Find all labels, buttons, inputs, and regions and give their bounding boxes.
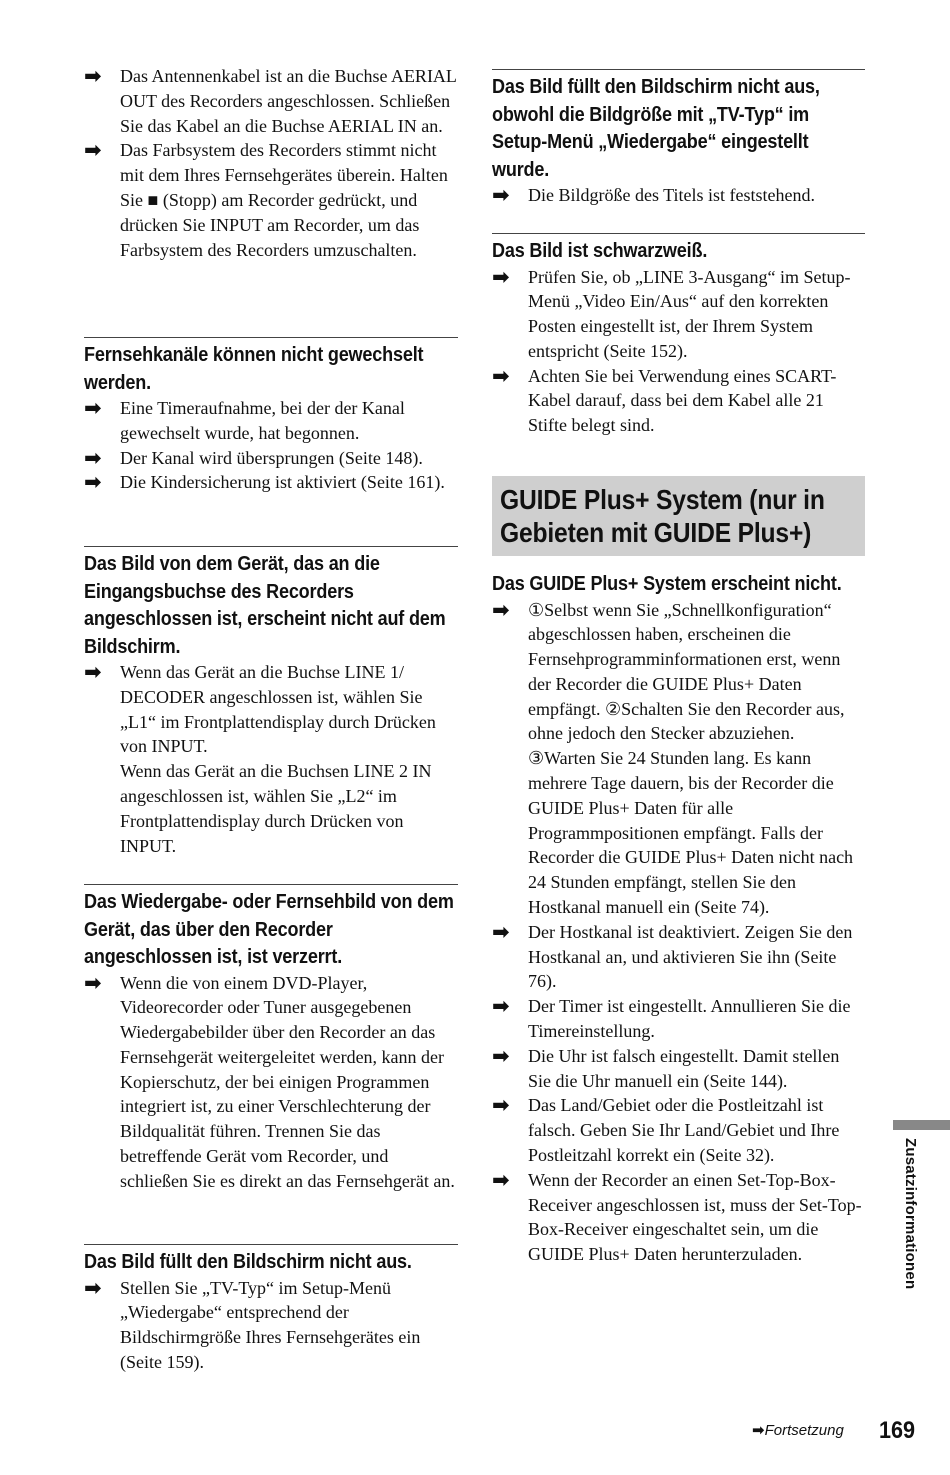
page-number: 169 — [879, 1417, 916, 1444]
arrow-icon: ➡ — [492, 919, 510, 944]
list-item: ➡ Das Farbsystem des Recorders stimmt nicht mit dem Ihres Fernsehgerätes überein. Halten Sie ■ (Stopp) am Recorder gedrückt, und drücken Sie INPUT am Recorder, um das Farbsystem des Recorders umzuschalten. — [84, 138, 448, 260]
list-item: ➡ Wenn die von einem DVD-Player, Videorecorder oder Tuner ausgegebenen Wiedergabebilder über den Recorder an das Fernsehgerät weitergeleitet werden, kann der Kopierschutz, der bei einigen Programmen integriert ist, zu einer Verschlechterung der Bildqualität führen. Trennen Sie das betreffende Gerät vom Recorder, und schließen Sie es direkt an das Fernsehgerät an. — [84, 970, 455, 1191]
list-item: ➡ Der Kanal wird übersprungen (Seite 148). — [84, 445, 423, 470]
list-item: ➡ Wenn das Gerät an die Buchse LINE 1/ DECODER angeschlossen ist, wählen Sie „L1“ im Frontplattendisplay durch Drücken von INPUT. — [84, 660, 436, 757]
section-heading: Das Wiedergabe- oder Fernsehbild von dem Gerät, das über den Recorder angeschlossen ist, ist verzerrt. — [84, 890, 454, 968]
section-rule — [492, 69, 865, 70]
arrow-icon: ➡ — [84, 970, 102, 995]
list-item: ➡ Stellen Sie „TV-Typ“ im Setup-Menü „Wiedergabe“ entsprechend der Bildschirmgröße Ihres Fernsehgerätes ein (Seite 159). — [84, 1275, 421, 1372]
list-item: ➡ Achten Sie bei Verwendung eines SCART-Kabel darauf, dass bei dem Kabel alle 21 Stifte belegt sind. — [492, 363, 837, 436]
arrow-icon: ➡ — [84, 64, 102, 88]
arrow-icon: ➡ — [84, 470, 102, 495]
arrow-icon: ➡ — [84, 445, 102, 470]
list-item: ➡ Das Antennenkabel ist an die Buchse AERIAL OUT des Recorders angeschlossen. Schließen Sie das Kabel an die Buchse AERIAL IN an. — [84, 64, 457, 136]
side-tab-label: Zusatzinformationen — [902, 1138, 919, 1290]
list-item: ➡ ①Selbst wenn Sie „Schnellkonfiguration“ abgeschlossen haben, erscheinen die Fernsehprogramminformationen erst, wenn der Recorder die GUIDE Plus+ Daten empfängt. ②Schalten Sie den Recorder aus, ohne jedoch den Stecker abzuziehen. ③Warten Sie 24 Stunden lang. Es kann mehrere Tage dauern, bis der Recorder die GUIDE Plus+ Daten für alle Programmpositionen empfängt. Falls der Recorder die GUIDE Plus+ Daten nicht nach 24 Stunden empfängt, stellen Sie den Hostkanal manuell ein (Seite 74). — [492, 597, 854, 918]
arrow-icon: ➡ — [492, 363, 510, 388]
section-fill-tvtype — [492, 73, 865, 208]
section-distorted — [84, 888, 458, 1194]
list-item: ➡ Der Hostkanal ist deaktiviert. Zeigen Sie den Hostkanal an, und aktivieren Sie ihn (Seite 76). — [492, 919, 853, 992]
list-item: ➡ Eine Timeraufnahme, bei der der Kanal gewechselt wurde, hat begonnen. — [84, 396, 405, 443]
arrow-icon: ➡ — [752, 1421, 765, 1439]
arrow-icon: ➡ — [492, 1093, 510, 1118]
continuation-note — [752, 1421, 844, 1439]
section-input — [84, 550, 458, 858]
arrow-icon: ➡ — [492, 183, 510, 207]
list-item: ➡ Die Kindersicherung ist aktiviert (Seite 161). — [84, 470, 445, 495]
section-heading: Fernsehkanäle können nicht gewechselt werden. — [84, 343, 424, 394]
section-rule — [84, 884, 458, 885]
list-item: ➡ Der Timer ist eingestellt. Annullieren Sie die Timereinstellung. — [492, 994, 851, 1042]
guide-banner-title: GUIDE Plus+ System (nur in Gebieten mit GUIDE Plus+) — [500, 484, 825, 548]
arrow-icon: ➡ — [492, 264, 510, 289]
list-item: ➡ Prüfen Sie, ob „LINE 3-Ausgang“ im Setup-Menü „Video Ein/Aus“ auf den korrekten Posten eingestellt ist, der Ihrem System entspricht (Seite 152). — [492, 264, 851, 361]
arrow-icon: ➡ — [492, 994, 510, 1019]
section-heading: Das Bild ist schwarzweiß. — [492, 239, 708, 262]
arrow-icon: ➡ — [492, 597, 510, 622]
section-heading: Das Bild füllt den Bildschirm nicht aus, obwohl die Bildgröße mit „TV-Typ“ im Setup-Menü „Wiedergabe“ eingestellt wurde. — [492, 75, 820, 181]
arrow-icon: ➡ — [84, 396, 102, 420]
arrow-icon: ➡ — [492, 1167, 510, 1192]
section-fill — [84, 1248, 458, 1375]
section-rule — [84, 546, 458, 547]
section-heading: Das Bild füllt den Bildschirm nicht aus. — [84, 1250, 412, 1273]
continuation-text: Fortsetzung — [764, 1422, 844, 1439]
list-item-continuation: Wenn das Gerät an die Buchsen LINE 2 IN angeschlossen ist, wählen Sie „L2“ im Frontplattendisplay durch Drücken von INPUT. — [120, 761, 432, 856]
list-item: ➡ Die Bildgröße des Titels ist feststehend. — [492, 183, 815, 207]
section-heading: Das Bild von dem Gerät, das an die Eingangsbuchse des Recorders angeschlossen ist, erscheint nicht auf dem Bildschirm. — [84, 552, 446, 658]
arrow-icon: ➡ — [84, 138, 102, 163]
section-bw — [492, 237, 865, 438]
section-guide — [492, 570, 865, 1267]
guide-section-banner — [492, 476, 865, 556]
list-item: ➡ Die Uhr ist falsch eingestellt. Damit stellen Sie die Uhr manuell ein (Seite 144). — [492, 1043, 840, 1091]
arrow-icon: ➡ — [84, 660, 102, 684]
section-rule — [84, 1244, 458, 1245]
side-tab-marker — [893, 1120, 950, 1130]
section-channels — [84, 341, 458, 495]
arrow-icon: ➡ — [84, 1275, 102, 1300]
section-rule — [84, 337, 458, 338]
top-items — [84, 64, 458, 262]
list-item: ➡ Wenn der Recorder an einen Set-Top-Box-Receiver angeschlossen ist, muss der Set-Top-Box-Receiver eingeschaltet sein, um die GUIDE Plus+ Daten herunterzuladen. — [492, 1167, 862, 1265]
section-heading: Das GUIDE Plus+ System erscheint nicht. — [492, 572, 842, 595]
section-rule — [492, 233, 865, 234]
list-item: ➡ Das Land/Gebiet oder die Postleitzahl ist falsch. Geben Sie Ihr Land/Gebiet und Ihre Postleitzahl korrekt ein (Seite 32). — [492, 1093, 840, 1166]
arrow-icon: ➡ — [492, 1043, 510, 1068]
